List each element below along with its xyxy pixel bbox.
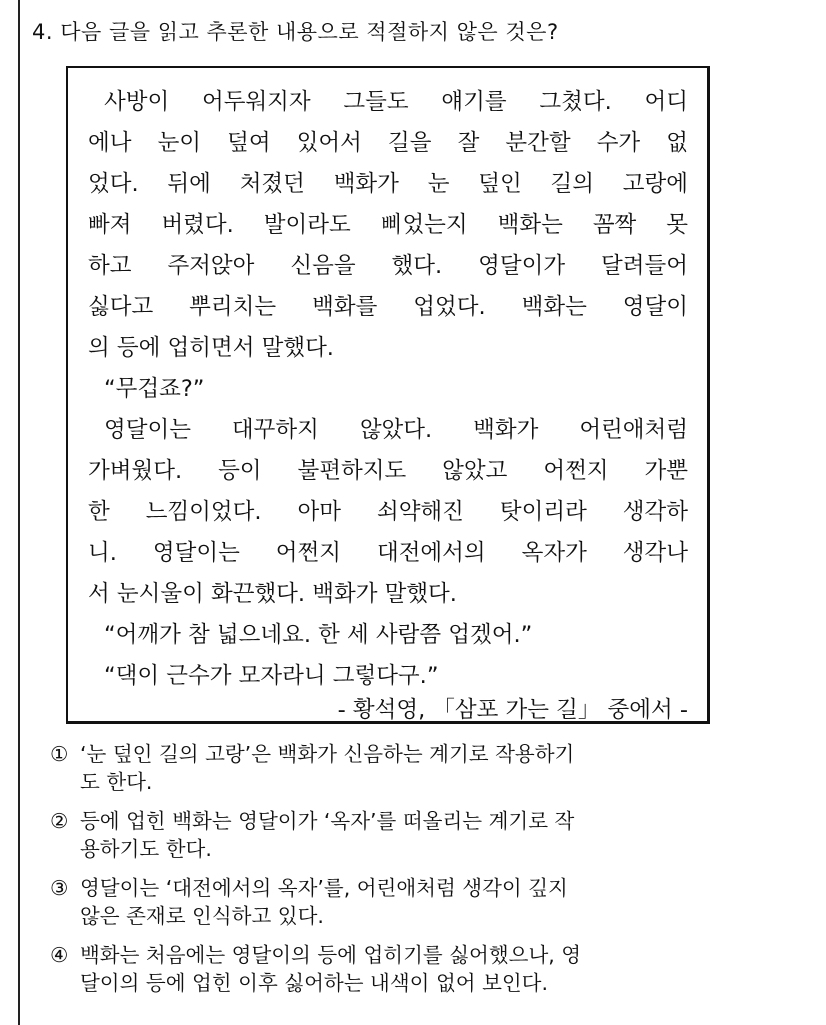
option-number: ④	[50, 943, 69, 967]
option-2[interactable]	[50, 807, 770, 863]
passage-line: “댁이 근수가 모자라니 그렇다구.”	[104, 663, 439, 689]
passage-line: 하고 주저앉아 신음을 했다. 영달이가 달려들어	[88, 253, 688, 279]
option-3[interactable]	[50, 874, 770, 930]
option-number: ②	[50, 809, 69, 833]
passage-line: 사방이 어두워지자 그들도 얘기를 그쳤다. 어디	[104, 89, 688, 115]
option-text: 도 한다.	[80, 770, 153, 794]
passage-line: 의 등에 업히면서 말했다.	[88, 335, 334, 361]
passage-source: - 황석영, 「삼포 가는 길」 중에서 -	[337, 697, 688, 723]
passage-line: 에나 눈이 덮여 있어서 길을 잘 분간할 수가 없	[88, 130, 688, 156]
passage-box	[66, 66, 710, 724]
option-number: ①	[50, 742, 69, 766]
option-1[interactable]	[50, 740, 770, 796]
option-text: 달이의 등에 업힌 이후 싫어하는 내색이 없어 보인다.	[80, 971, 548, 995]
option-4[interactable]	[50, 941, 770, 997]
question-stem: 4. 다음 글을 읽고 추론한 내용으로 적절하지 않은 것은?	[32, 20, 559, 44]
option-text: 등에 업힌 백화는 영달이가 ‘옥자’를 떠올리는 계기로 작	[80, 809, 575, 833]
passage-line: 었다. 뒤에 처졌던 백화가 눈 덮인 길의 고랑에	[88, 171, 688, 197]
option-text: 않은 존재로 인식하고 있다.	[80, 904, 324, 928]
left-margin-rule	[18, 0, 20, 1025]
passage-line: 서 눈시울이 화끈했다. 백화가 말했다.	[88, 581, 457, 607]
option-text: 백화는 처음에는 영달이의 등에 업히기를 싫어했으나, 영	[80, 943, 582, 967]
passage-line: 니. 영달이는 어쩐지 대전에서의 옥자가 생각나	[88, 540, 688, 566]
passage-line: “어깨가 참 넓으네요. 한 세 사람쯤 업겠어.”	[104, 622, 533, 648]
passage-line: 가벼웠다. 등이 불편하지도 않았고 어쩐지 가뿐	[88, 458, 688, 484]
passage-line: 영달이는 대꾸하지 않았다. 백화가 어린애처럼	[104, 417, 688, 443]
option-text: ‘눈 덮인 길의 고랑’은 백화가 신음하는 계기로 작용하기	[80, 742, 575, 766]
option-number: ③	[50, 876, 69, 900]
passage-line: 한 느낌이었다. 아마 쇠약해진 탓이리라 생각하	[88, 499, 688, 525]
passage-line: 싫다고 뿌리치는 백화를 업었다. 백화는 영달이	[88, 294, 688, 320]
passage-line: “무겁죠?”	[104, 376, 205, 402]
option-text: 용하기도 한다.	[80, 837, 212, 861]
option-text: 영달이는 ‘대전에서의 옥자’를, 어린애처럼 생각이 깊지	[80, 876, 568, 900]
answer-options	[50, 740, 770, 1008]
passage-line: 빠져 버렸다. 발이라도 삐었는지 백화는 꼼짝 못	[88, 212, 688, 238]
